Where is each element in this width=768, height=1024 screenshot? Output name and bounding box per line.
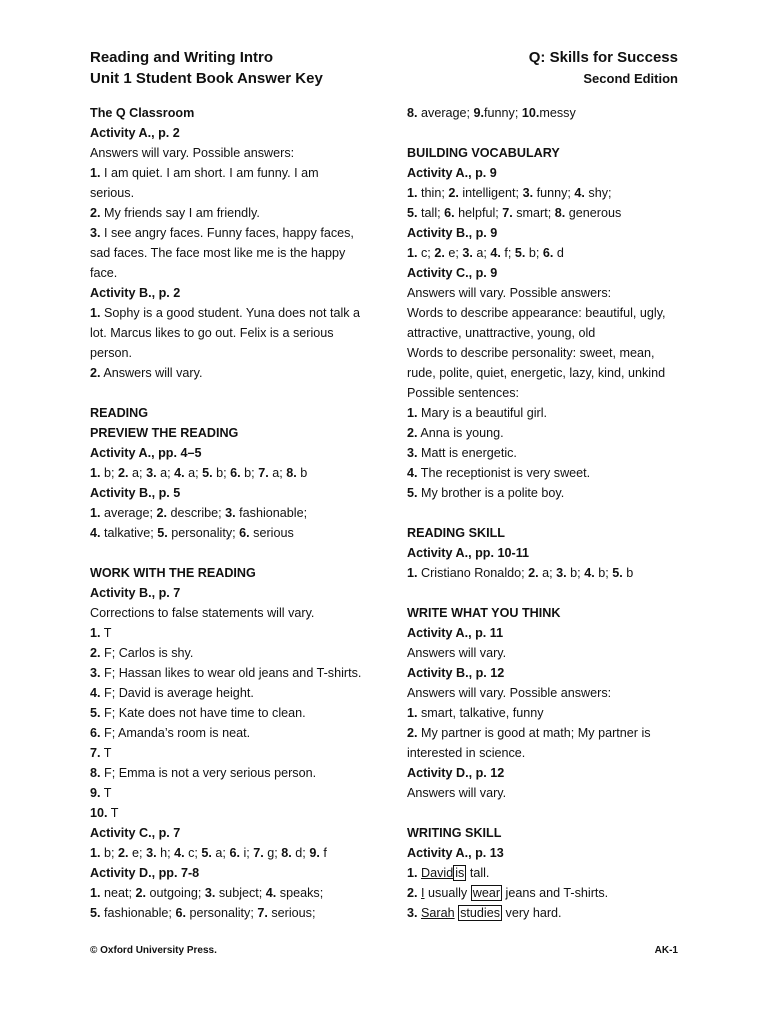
answer-text: smart, talkative, funny — [417, 706, 544, 720]
answer-line — [90, 623, 370, 643]
answer-text: My partner is good at math; My partner is — [417, 726, 651, 740]
section-heading: PREVIEW THE READING — [90, 426, 239, 440]
item-number: 8. — [286, 466, 297, 480]
answer-line: 5. fashionable; 6. personality; 7. serious; — [90, 906, 316, 920]
answer-line: 1. average; 2. describe; 3. fashionable; — [90, 506, 308, 520]
item-number: 8. — [554, 206, 566, 220]
item-number: 4. — [265, 886, 277, 900]
item-number: 1. — [407, 706, 418, 720]
section-heading: WORK WITH THE READING — [90, 566, 256, 580]
item-number: 5. — [90, 706, 101, 720]
answer-line — [407, 463, 687, 483]
answer-line — [90, 683, 370, 703]
answer-line — [90, 783, 370, 803]
spacer — [407, 123, 687, 143]
item-number: 5. — [514, 246, 526, 260]
answer-text: usually — [424, 886, 471, 900]
answer-text: F; Amanda’s room is neat. — [100, 726, 251, 740]
section-heading: Activity C., p. 9 — [407, 266, 498, 280]
item-number: 6. — [230, 466, 241, 480]
answer-line: lot. Marcus likes to go out. Felix is a serious — [90, 326, 334, 340]
item-number: 2. — [407, 886, 418, 900]
answer-line — [407, 423, 687, 443]
section-heading: Activity B., p. 2 — [90, 286, 181, 300]
answer-line: Answers will vary. Possible answers: — [90, 146, 295, 160]
answer-line: person. — [90, 346, 133, 360]
item-number: 1. — [407, 866, 418, 880]
item-number: 5. — [201, 846, 212, 860]
item-number: 4. — [174, 846, 185, 860]
item-number: 2. — [407, 426, 418, 440]
answer-text: The receptionist is very sweet. — [417, 466, 591, 480]
answer-text: tall. — [466, 866, 490, 880]
section-heading: Activity A., pp. 10-11 — [407, 546, 530, 560]
answer-text: F; Emma is not a very serious person. — [100, 766, 317, 780]
answer-text: jeans and T-shirts. — [502, 886, 609, 900]
answer-line — [407, 483, 687, 503]
answer-line: Answers will vary. Possible answers: — [407, 686, 612, 700]
item-number: 2. — [528, 566, 539, 580]
item-number: 3. — [90, 226, 101, 240]
answer-line — [90, 163, 370, 183]
item-number: 6. — [229, 846, 240, 860]
item-number: 3. — [146, 846, 157, 860]
title-line-1: Reading and Writing Intro — [90, 49, 274, 66]
item-number: 10. — [90, 806, 108, 820]
item-number: 6. — [239, 526, 250, 540]
answer-text: F; Carlos is shy. — [100, 646, 194, 660]
item-number: 7. — [502, 206, 513, 220]
item-number: 3. — [225, 506, 236, 520]
answer-line: 4. talkative; 5. personality; 6. serious — [90, 526, 294, 540]
section-heading: WRITE WHAT YOU THINK — [407, 606, 561, 620]
answer-line — [407, 723, 687, 743]
item-number: 10. — [521, 106, 540, 120]
answer-line: Answers will vary. Possible answers: — [407, 286, 612, 300]
item-number: 1. — [407, 566, 418, 580]
answer-line: 1. Cristiano Ronaldo; 2. a; 3. b; 4. b; 5. b — [407, 566, 634, 580]
spacer — [90, 543, 370, 563]
brand-name: Q: Skills for Success — [528, 49, 678, 66]
item-number: 5. — [90, 906, 101, 920]
brand-block — [529, 47, 678, 89]
item-number: 4. — [584, 566, 595, 580]
item-number: 2. — [90, 206, 101, 220]
item-number: 4. — [490, 246, 501, 260]
spacer — [407, 503, 687, 523]
answer-line: interested in science. — [407, 746, 526, 760]
writing-skill-answer — [407, 883, 687, 903]
answer-line — [90, 643, 370, 663]
answer-line: sad faces. The face most like me is the happy — [90, 246, 346, 260]
answer-text: very hard. — [502, 906, 562, 920]
edition-label: Second Edition — [583, 71, 678, 86]
item-number: 8. — [281, 846, 292, 860]
item-number: 5. — [202, 466, 213, 480]
answer-line: 1. b; 2. e; 3. h; 4. c; 5. a; 6. i; 7. g; 8. d; 9. f — [90, 846, 327, 860]
item-number: 1. — [407, 246, 418, 260]
answer-line: Words to describe appearance: beautiful, ugly, — [407, 306, 666, 320]
answer-line — [90, 203, 370, 223]
item-number: 2. — [407, 726, 418, 740]
answer-line: 5. tall; 6. helpful; 7. smart; 8. generous — [407, 206, 622, 220]
section-heading: Activity D., p. 12 — [407, 766, 505, 780]
item-number: 2. — [90, 366, 101, 380]
answer-text: T — [100, 626, 112, 640]
section-heading: Activity B., p. 12 — [407, 666, 505, 680]
answer-line: Corrections to false statements will vary. — [90, 606, 315, 620]
item-number: 6. — [444, 206, 455, 220]
item-number: 3. — [522, 186, 534, 200]
item-number: 6. — [90, 726, 101, 740]
section-heading: Activity A., p. 9 — [407, 166, 497, 180]
spacer — [407, 803, 687, 823]
subject-underlined: David — [421, 866, 454, 880]
answer-line — [407, 403, 687, 423]
item-number: 7. — [90, 746, 101, 760]
subject-underlined: Sarah — [421, 906, 455, 920]
section-heading: Activity B., p. 5 — [90, 486, 181, 500]
item-number: 8. — [90, 766, 101, 780]
right-column — [407, 103, 687, 923]
item-number: 5. — [157, 526, 168, 540]
answer-line: Words to describe personality: sweet, mean, — [407, 346, 655, 360]
answer-line — [90, 223, 370, 243]
item-number: 9. — [309, 846, 320, 860]
subject-underlined: I — [421, 886, 425, 900]
item-number: 1. — [90, 886, 101, 900]
copyright-notice: © Oxford University Press. — [90, 945, 217, 956]
item-number: 2. — [118, 466, 129, 480]
item-number: 4. — [90, 526, 101, 540]
item-number: 4. — [574, 186, 585, 200]
item-number: 3. — [462, 246, 473, 260]
item-number: 1. — [90, 846, 101, 860]
answer-line — [90, 703, 370, 723]
item-number: 4. — [174, 466, 185, 480]
item-number: 3. — [407, 446, 418, 460]
answer-line: Answers will vary. — [407, 646, 507, 660]
answer-text: T — [100, 746, 112, 760]
answer-text: Anna is young. — [417, 426, 504, 440]
item-number: 9. — [473, 106, 485, 120]
answer-text: F; Hassan likes to wear old jeans and T-shirts. — [100, 666, 362, 680]
item-number: 2. — [434, 246, 445, 260]
item-number: 5. — [407, 486, 418, 500]
spacer — [407, 583, 687, 603]
answer-line: 1. thin; 2. intelligent; 3. funny; 4. shy; — [407, 186, 612, 200]
item-number: 1. — [90, 506, 101, 520]
answer-text: F; David is average height. — [100, 686, 254, 700]
section-heading: WRITING SKILL — [407, 826, 502, 840]
answer-line: 1. neat; 2. outgoing; 3. subject; 4. speaks; — [90, 886, 324, 900]
answer-line — [407, 443, 687, 463]
verb-boxed: wear — [472, 886, 501, 900]
section-heading: The Q Classroom — [90, 106, 195, 120]
answer-line — [90, 723, 370, 743]
item-number: 5. — [612, 566, 623, 580]
section-heading: Activity C., p. 7 — [90, 826, 181, 840]
item-number: 6. — [542, 246, 554, 260]
section-heading: READING — [90, 406, 149, 420]
section-heading: Activity B., p. 9 — [407, 226, 498, 240]
spacer — [90, 383, 370, 403]
item-number: 5. — [407, 206, 418, 220]
section-heading: Activity D., pp. 7-8 — [90, 866, 200, 880]
item-number: 2. — [156, 506, 168, 520]
answer-text: Answers will vary. — [100, 366, 203, 380]
item-number: 6. — [175, 906, 186, 920]
item-number: 4. — [90, 686, 101, 700]
page-number: AK-1 — [654, 945, 678, 956]
item-number: 1. — [90, 306, 101, 320]
item-number: 2. — [448, 186, 459, 200]
item-number: 7. — [257, 906, 268, 920]
answer-text: I am quiet. I am short. I am funny. I am — [100, 166, 319, 180]
item-number: 3. — [407, 906, 418, 920]
item-number: 9. — [90, 786, 101, 800]
answer-text: T — [107, 806, 119, 820]
item-number: 7. — [253, 846, 264, 860]
answer-line: 1. c; 2. e; 3. a; 4. f; 5. b; 6. d — [407, 246, 564, 260]
section-heading: Activity A., pp. 4–5 — [90, 446, 202, 460]
item-number: 1. — [407, 406, 418, 420]
answer-text: F; Kate does not have time to clean. — [100, 706, 306, 720]
item-number: 7. — [258, 466, 269, 480]
document-title — [90, 47, 323, 89]
title-line-2: Unit 1 Student Book Answer Key — [90, 70, 323, 87]
answer-line: Possible sentences: — [407, 386, 520, 400]
item-number: 1. — [407, 186, 418, 200]
item-number: 1. — [90, 466, 101, 480]
answer-text: Mary is a beautiful girl. — [417, 406, 548, 420]
item-number: 2. — [118, 846, 129, 860]
verb-boxed: is — [455, 866, 465, 880]
left-column — [90, 103, 370, 923]
answer-line — [90, 303, 370, 323]
answer-line: Answers will vary. — [407, 786, 507, 800]
item-number: 1. — [90, 166, 101, 180]
answer-line: 1. b; 2. a; 3. a; 4. a; 5. b; 6. b; 7. a; 8. b — [90, 466, 308, 480]
item-number: 2. — [90, 646, 101, 660]
section-heading: Activity A., p. 2 — [90, 126, 180, 140]
item-number: 3. — [90, 666, 101, 680]
item-number: 8. — [407, 106, 418, 120]
section-heading: Activity A., p. 13 — [407, 846, 504, 860]
section-heading: READING SKILL — [407, 526, 505, 540]
item-number: 3. — [204, 886, 216, 900]
answer-line — [407, 703, 687, 723]
item-number: 3. — [556, 566, 567, 580]
verb-boxed: studies — [460, 906, 501, 920]
writing-skill-answer — [407, 903, 687, 923]
answer-line — [90, 663, 370, 683]
section-heading: Activity B., p. 7 — [90, 586, 181, 600]
answer-line — [90, 763, 370, 783]
section-heading: BUILDING VOCABULARY — [407, 146, 560, 160]
writing-skill-answer — [407, 863, 687, 883]
answer-line: face. — [90, 266, 118, 280]
item-number: 1. — [90, 626, 101, 640]
answer-text: I see angry faces. Funny faces, happy faces, — [100, 226, 354, 240]
answer-text: My brother is a polite boy. — [417, 486, 565, 500]
answer-line — [90, 743, 370, 763]
answer-line — [90, 363, 370, 383]
answer-line: serious. — [90, 186, 135, 200]
item-number: 4. — [407, 466, 418, 480]
answer-text: Sophy is a good student. Yuna does not talk a — [100, 306, 361, 320]
answer-text: Matt is energetic. — [417, 446, 517, 460]
answer-line: rude, polite, quiet, energetic, lazy, kind, unkind — [407, 366, 666, 380]
section-heading: Activity A., p. 11 — [407, 626, 504, 640]
item-number: 3. — [146, 466, 157, 480]
answer-text: T — [100, 786, 112, 800]
item-number: 2. — [135, 886, 147, 900]
answer-text: My friends say I am friendly. — [100, 206, 260, 220]
answer-line — [90, 803, 370, 823]
answer-line: attractive, unattractive, young, old — [407, 326, 596, 340]
answer-line: 8. average; 9.funny; 10.messy — [407, 106, 576, 120]
